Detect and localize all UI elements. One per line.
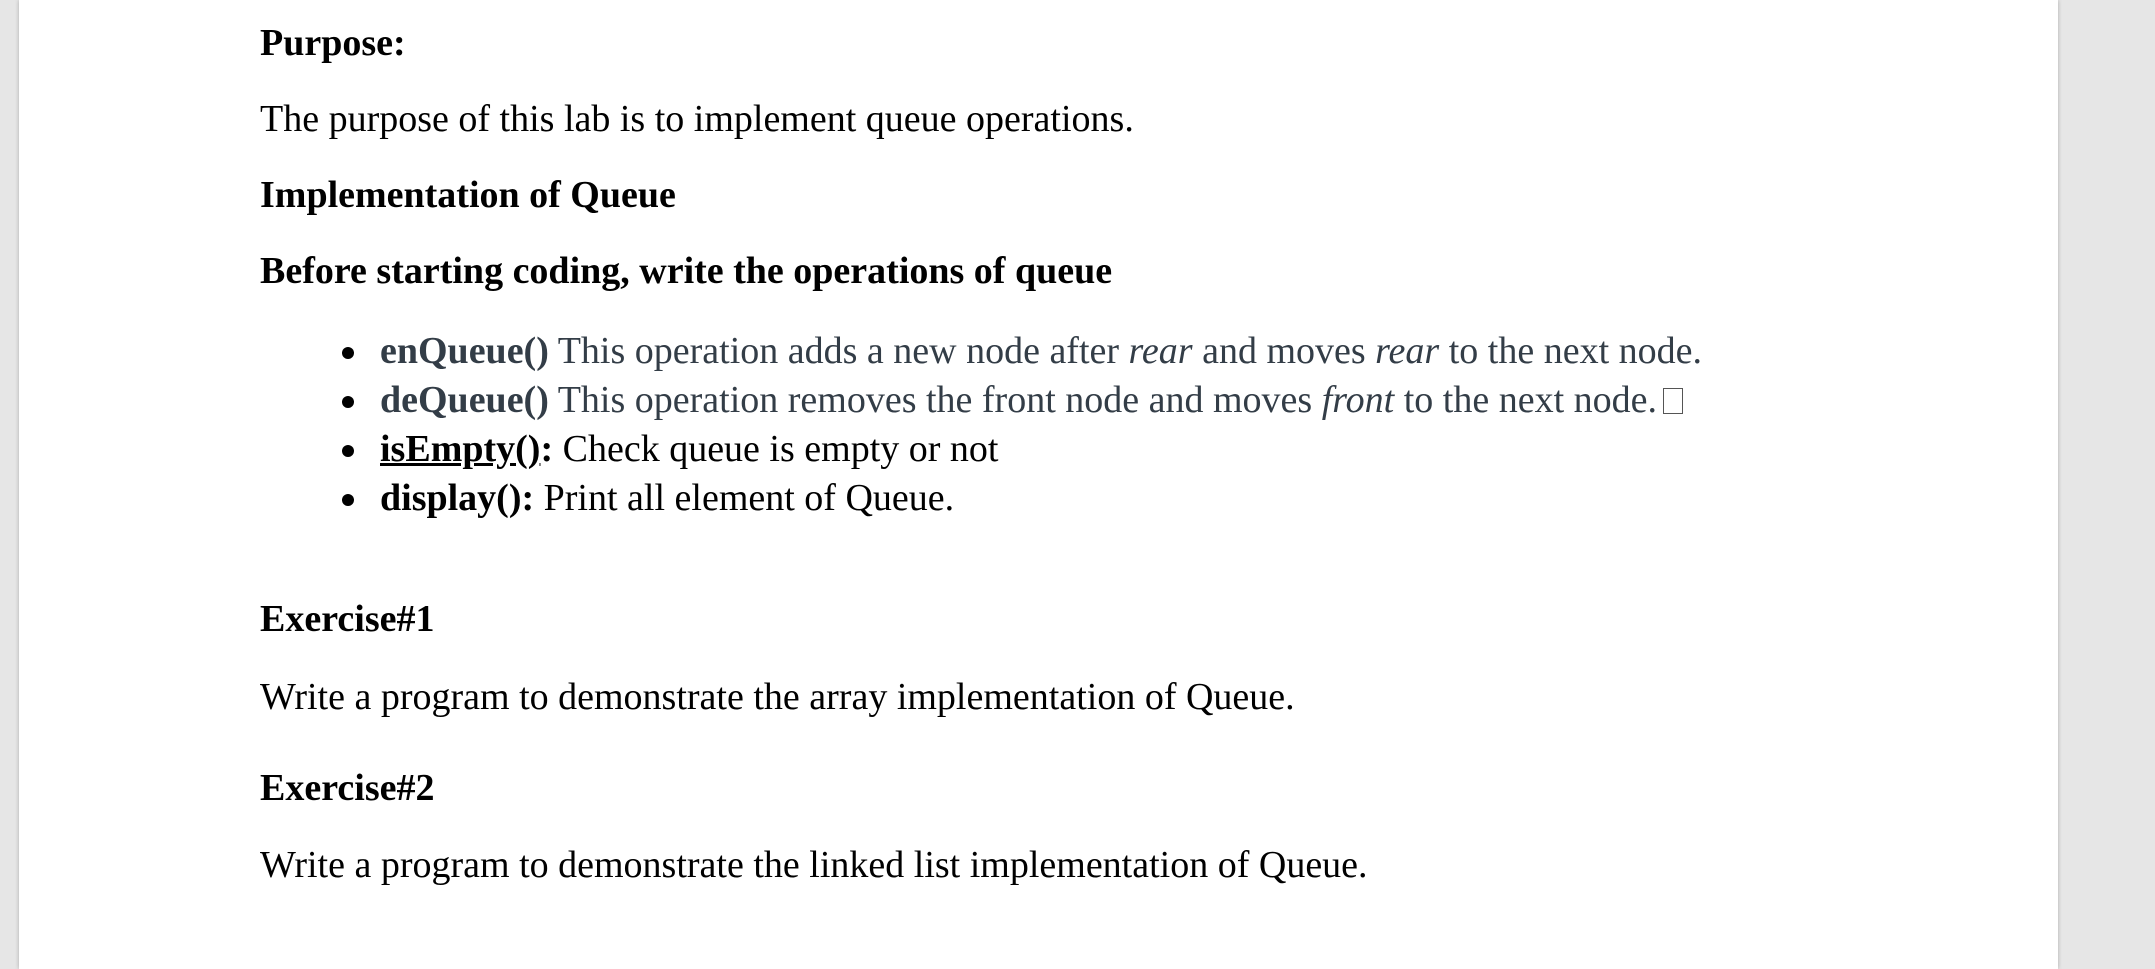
purpose-text: The purpose of this lab is to implement queue operations. (260, 98, 1134, 140)
list-item-dequeue: deQueue() This operation removes the front node and moves front to the next node. (260, 376, 1702, 425)
operations-heading: Before starting coding, write the operations of queue (260, 250, 1113, 292)
bullet-icon (342, 445, 354, 457)
list-item-isempty: isEmpty(): Check queue is empty or not (260, 425, 1702, 474)
exercise2-text: Write a program to demonstrate the linked list implementation of Queue. (260, 844, 1368, 886)
list-item-display: display(): Print all element of Queue. (260, 474, 1702, 523)
implementation-heading: Implementation of Queue (260, 174, 676, 216)
exercise2-heading: Exercise#2 (260, 767, 435, 809)
exercise1-text: Write a program to demonstrate the array implementation of Queue. (260, 676, 1295, 718)
missing-glyph-icon (1663, 388, 1683, 414)
purpose-heading: Purpose: (260, 22, 406, 64)
operation-name: display(): (380, 477, 535, 519)
operation-name: deQueue() (380, 379, 549, 421)
operation-name: isEmpty() (380, 428, 541, 470)
bullet-icon (342, 396, 354, 408)
bullet-icon (342, 347, 354, 359)
operations-list (260, 327, 1702, 523)
exercise1-heading: Exercise#1 (260, 598, 435, 640)
operation-name: enQueue() (380, 330, 549, 372)
bullet-icon (342, 494, 354, 506)
document-page (19, 0, 2058, 969)
list-item-enqueue: enQueue() This operation adds a new node after rear and moves rear to the next node. (260, 327, 1702, 376)
